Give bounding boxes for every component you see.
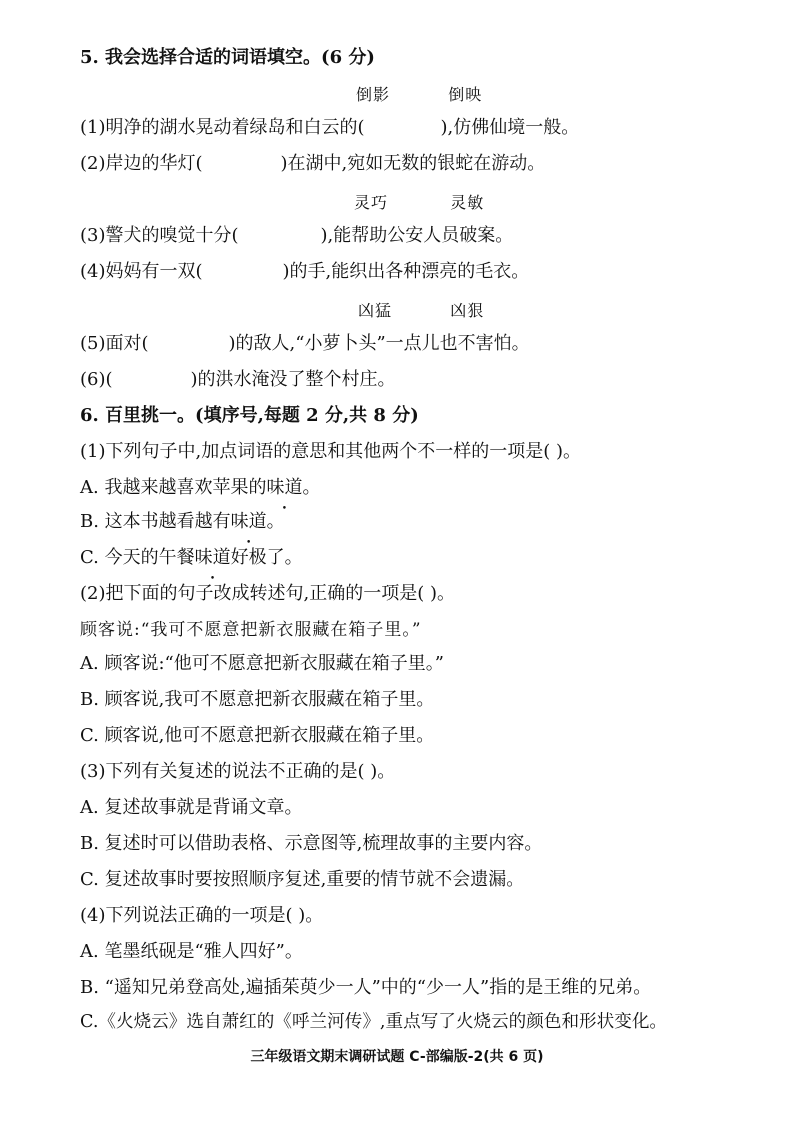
q5-item-5: (5)面对( )的敌人,“小萝卜头”一点儿也不害怕。 bbox=[80, 333, 530, 354]
q6-1-option-a: A. 我越来越喜欢苹果的味道。 bbox=[80, 477, 321, 498]
q5-word-group-3 bbox=[358, 298, 484, 321]
q6-title: 6. 百里挑一。(填序号,每题 2 分,共 8 分) bbox=[80, 405, 419, 426]
q6-3-option-a: A. 复述故事就是背诵文章。 bbox=[80, 797, 303, 818]
q6-2-option-c: C. 顾客说,他可不愿意把新衣服藏在箱子里。 bbox=[80, 725, 435, 746]
q5-word-2a: 灵巧 bbox=[354, 193, 389, 212]
q6-3-option-c: C. 复述故事时要按照顺序复述,重要的情节就不会遗漏。 bbox=[80, 869, 525, 890]
dotted-word-c: 味道 bbox=[194, 547, 231, 568]
q6-2-stem: (2)把下面的句子改成转述句,正确的一项是( )。 bbox=[80, 583, 455, 604]
q5-item-3: (3)警犬的嗅觉十分( ),能帮助公安人员破案。 bbox=[80, 225, 514, 246]
q5-item-2: (2)岸边的华灯( )在湖中,宛如无数的银蛇在游动。 bbox=[80, 153, 546, 174]
q6-4-stem: (4)下列说法正确的一项是( )。 bbox=[80, 905, 324, 926]
q6-4-option-c: C.《火烧云》选自萧红的《呼兰河传》,重点写了火烧云的颜色和形状变化。 bbox=[80, 1012, 668, 1032]
q6-3-option-b: B. 复述时可以借助表格、示意图等,梳理故事的主要内容。 bbox=[80, 833, 543, 854]
q6-4-option-b: B. “遥知兄弟登高处,遍插茱萸少一人”中的“少一人”指的是王维的兄弟。 bbox=[80, 977, 652, 998]
q6-1-option-c: C. 今天的午餐味道好极了。 bbox=[80, 547, 303, 568]
q6-2-quote: 顾客说:“我可不愿意把新衣服藏在箱子里。” bbox=[80, 620, 422, 640]
page-footer: 三年级语文期末调研试题 C-部编版-2(共 6 页) bbox=[250, 1049, 544, 1065]
q5-item-4: (4)妈妈有一双( )的手,能织出各种漂亮的毛衣。 bbox=[80, 261, 530, 282]
q5-word-1b: 倒映 bbox=[448, 85, 483, 104]
dotted-word-a: 味道 bbox=[266, 477, 303, 498]
q5-word-2b: 灵敏 bbox=[450, 193, 485, 212]
q5-word-3b: 凶狠 bbox=[450, 301, 485, 320]
dotted-word-b: 味道 bbox=[230, 511, 267, 532]
q6-2-option-b: B. 顾客说,我可不愿意把新衣服藏在箱子里。 bbox=[80, 689, 435, 710]
q5-word-1a: 倒影 bbox=[356, 85, 391, 104]
q6-4-option-a: A. 笔墨纸砚是“雅人四好”。 bbox=[80, 941, 303, 962]
q5-item-1: (1)明净的湖水晃动着绿岛和白云的( ),仿佛仙境一般。 bbox=[80, 117, 580, 138]
q6-1-option-b: B. 这本书越看越有味道。 bbox=[80, 511, 285, 532]
q6-3-stem: (3)下列有关复述的说法不正确的是( )。 bbox=[80, 761, 396, 782]
q6-2-option-a: A. 顾客说:“他可不愿意把新衣服藏在箱子里。” bbox=[80, 653, 444, 674]
q5-word-group-2 bbox=[354, 190, 484, 213]
q5-word-3a: 凶猛 bbox=[358, 301, 393, 320]
q5-title: 5. 我会选择合适的词语填空。(6 分) bbox=[80, 47, 375, 68]
q6-1-stem: (1)下列句子中,加点词语的意思和其他两个不一样的一项是( )。 bbox=[80, 441, 581, 462]
q5-word-group-1 bbox=[356, 82, 482, 105]
q5-item-6: (6)( )的洪水淹没了整个村庄。 bbox=[80, 369, 396, 390]
